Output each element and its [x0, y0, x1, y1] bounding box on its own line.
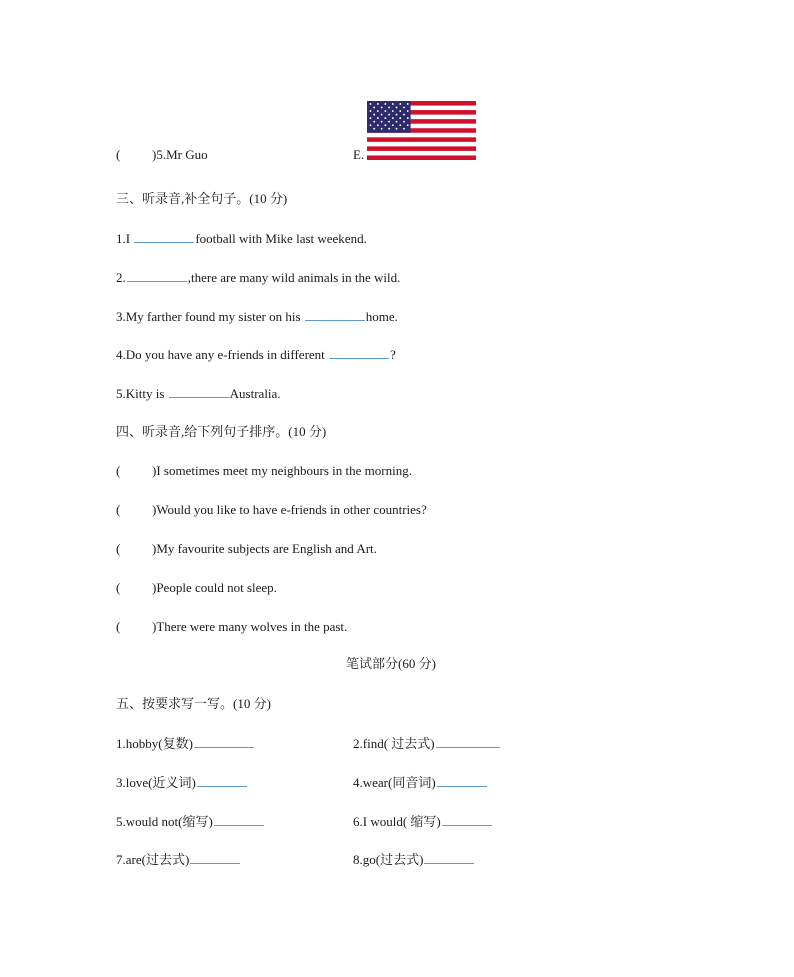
section4-item-1	[116, 463, 412, 479]
section4-item-5	[116, 619, 347, 635]
sentence-text: )There were many wolves in the past.	[152, 619, 348, 634]
answer-paren[interactable]: (	[116, 580, 121, 595]
prompt-text: 4.wear(同音词)	[353, 775, 436, 790]
match-item-text: )5.Mr Guo	[152, 147, 208, 162]
answer-blank[interactable]	[437, 774, 487, 787]
item-text-after: ?	[390, 347, 396, 362]
item-text-after: Australia.	[229, 386, 281, 401]
section4-item-3	[116, 541, 377, 557]
section5-item-5	[116, 813, 265, 830]
section3-item-1	[116, 230, 367, 247]
sentence-text: )I sometimes meet my neighbours in the morning.	[152, 463, 412, 478]
fill-blank[interactable]	[305, 308, 365, 321]
section5-item-1	[116, 735, 255, 752]
sentence-text: )Would you like to have e-friends in other countries?	[152, 502, 427, 517]
section4-title: 四、听录音,给下列句子排序。(10 分)	[116, 424, 327, 439]
written-part-title: 笔试部分(60 分)	[346, 656, 436, 671]
answer-blank[interactable]	[424, 851, 474, 864]
prompt-text: 1.hobby(复数)	[116, 736, 193, 751]
prompt-text: 3.love(近义词)	[116, 775, 196, 790]
item-text-before: 4.Do you have any e-friends in different	[116, 347, 329, 362]
answer-blank[interactable]	[214, 813, 264, 826]
prompt-text: 6.I would( 缩写)	[353, 814, 441, 829]
fill-blank[interactable]	[169, 385, 229, 398]
match-item-5	[116, 147, 208, 163]
section5-item-7	[116, 851, 241, 868]
item-text-after: home.	[365, 309, 398, 324]
item-text-before: 2.	[116, 270, 126, 285]
answer-blank[interactable]	[197, 774, 247, 787]
section5-title: 五、按要求写一写。(10 分)	[116, 696, 271, 711]
prompt-text: 2.find( 过去式)	[353, 736, 435, 751]
fill-blank[interactable]	[127, 269, 187, 282]
answer-paren[interactable]: (	[116, 147, 121, 162]
section3-title: 三、听录音,补全句子。(10 分)	[116, 191, 288, 206]
section5-item-6	[353, 813, 493, 830]
prompt-text: 7.are(过去式)	[116, 852, 190, 867]
answer-blank[interactable]	[436, 735, 500, 748]
item-text-before: 5.Kitty is	[116, 386, 168, 401]
answer-paren[interactable]: (	[116, 541, 121, 556]
section5-item-8	[353, 851, 475, 868]
fill-blank[interactable]	[329, 346, 389, 359]
item-text-after: ,there are many wild animals in the wild.	[187, 270, 401, 285]
us-flag-image	[367, 101, 476, 160]
item-text-after: football with Mike last weekend.	[195, 231, 367, 246]
answer-blank[interactable]	[442, 813, 492, 826]
prompt-text: 8.go(过去式)	[353, 852, 424, 867]
item-text-before: 1.I	[116, 231, 134, 246]
section5-item-4	[353, 774, 488, 791]
answer-paren[interactable]: (	[116, 619, 121, 634]
match-option-label: E.	[353, 147, 365, 162]
section5-item-2	[353, 735, 501, 752]
section4-item-4	[116, 580, 277, 596]
answer-blank[interactable]	[190, 851, 240, 864]
section4-item-2	[116, 502, 427, 518]
answer-paren[interactable]: (	[116, 502, 121, 517]
sentence-text: )My favourite subjects are English and Art.	[152, 541, 377, 556]
section3-item-4	[116, 346, 396, 363]
answer-paren[interactable]: (	[116, 463, 121, 478]
section3-item-5	[116, 385, 281, 402]
sentence-text: )People could not sleep.	[152, 580, 277, 595]
section5-item-3	[116, 774, 248, 791]
section3-item-2	[116, 269, 400, 286]
prompt-text: 5.would not(缩写)	[116, 814, 213, 829]
fill-blank[interactable]	[134, 230, 194, 243]
section3-item-3	[116, 308, 398, 325]
item-text-before: 3.My farther found my sister on his	[116, 309, 304, 324]
answer-blank[interactable]	[194, 735, 254, 748]
